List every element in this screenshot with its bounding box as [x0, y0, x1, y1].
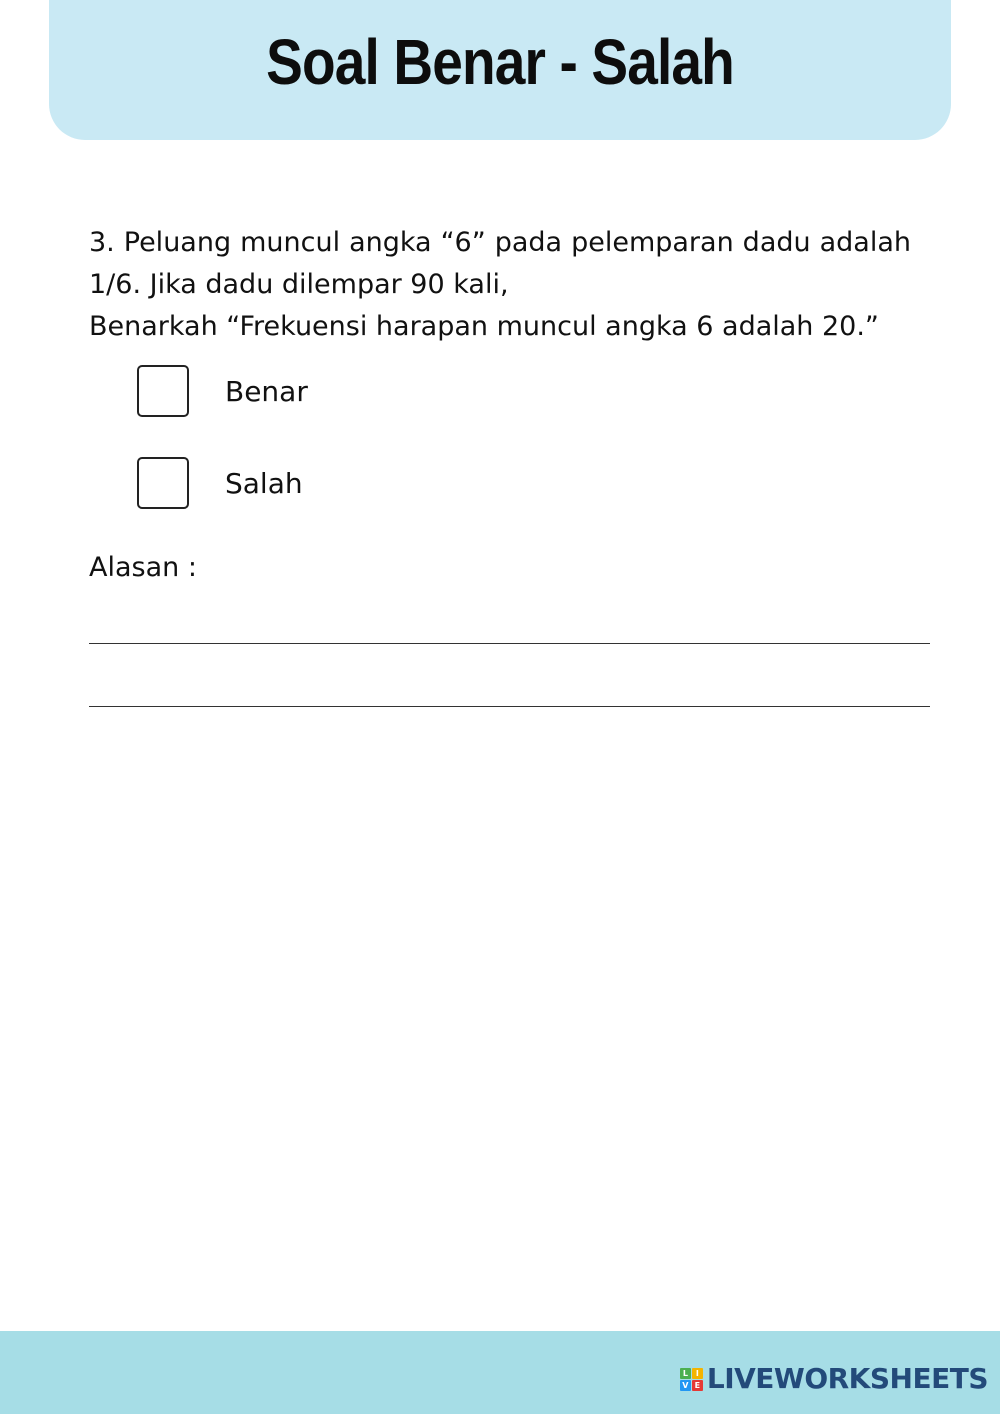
answer-line-1[interactable]	[89, 643, 930, 644]
question-text	[89, 222, 911, 348]
question-paragraph-2: Benarkah “Frekuensi harapan muncul angka 6 adalah 20.”	[89, 311, 879, 342]
salah-label: Salah	[225, 466, 303, 500]
liveworksheets-logo-icon	[680, 1368, 703, 1391]
logo-tile-e: E	[692, 1380, 703, 1391]
brand-name: LIVEWORKSHEETS	[706, 1362, 988, 1395]
footer-band	[0, 1331, 1000, 1414]
benar-label: Benar	[225, 374, 308, 408]
question-paragraph-1: 3. Peluang muncul angka “6” pada pelemparan dadu adalah 1/6. Jika dadu dilempar 90 kali,	[89, 227, 911, 300]
reason-label: Alasan :	[89, 552, 197, 583]
logo-tile-l: L	[680, 1368, 691, 1379]
logo-tile-v: V	[680, 1380, 691, 1391]
benar-checkbox[interactable]	[137, 365, 189, 417]
liveworksheets-brand[interactable]	[680, 1362, 988, 1395]
answer-line-2[interactable]	[89, 706, 930, 707]
option-benar[interactable]	[137, 363, 308, 419]
header-band	[49, 0, 951, 140]
salah-checkbox[interactable]	[137, 457, 189, 509]
option-salah[interactable]	[137, 455, 303, 511]
logo-tile-i: I	[692, 1368, 703, 1379]
page-title: Soal Benar - Salah	[266, 26, 734, 98]
